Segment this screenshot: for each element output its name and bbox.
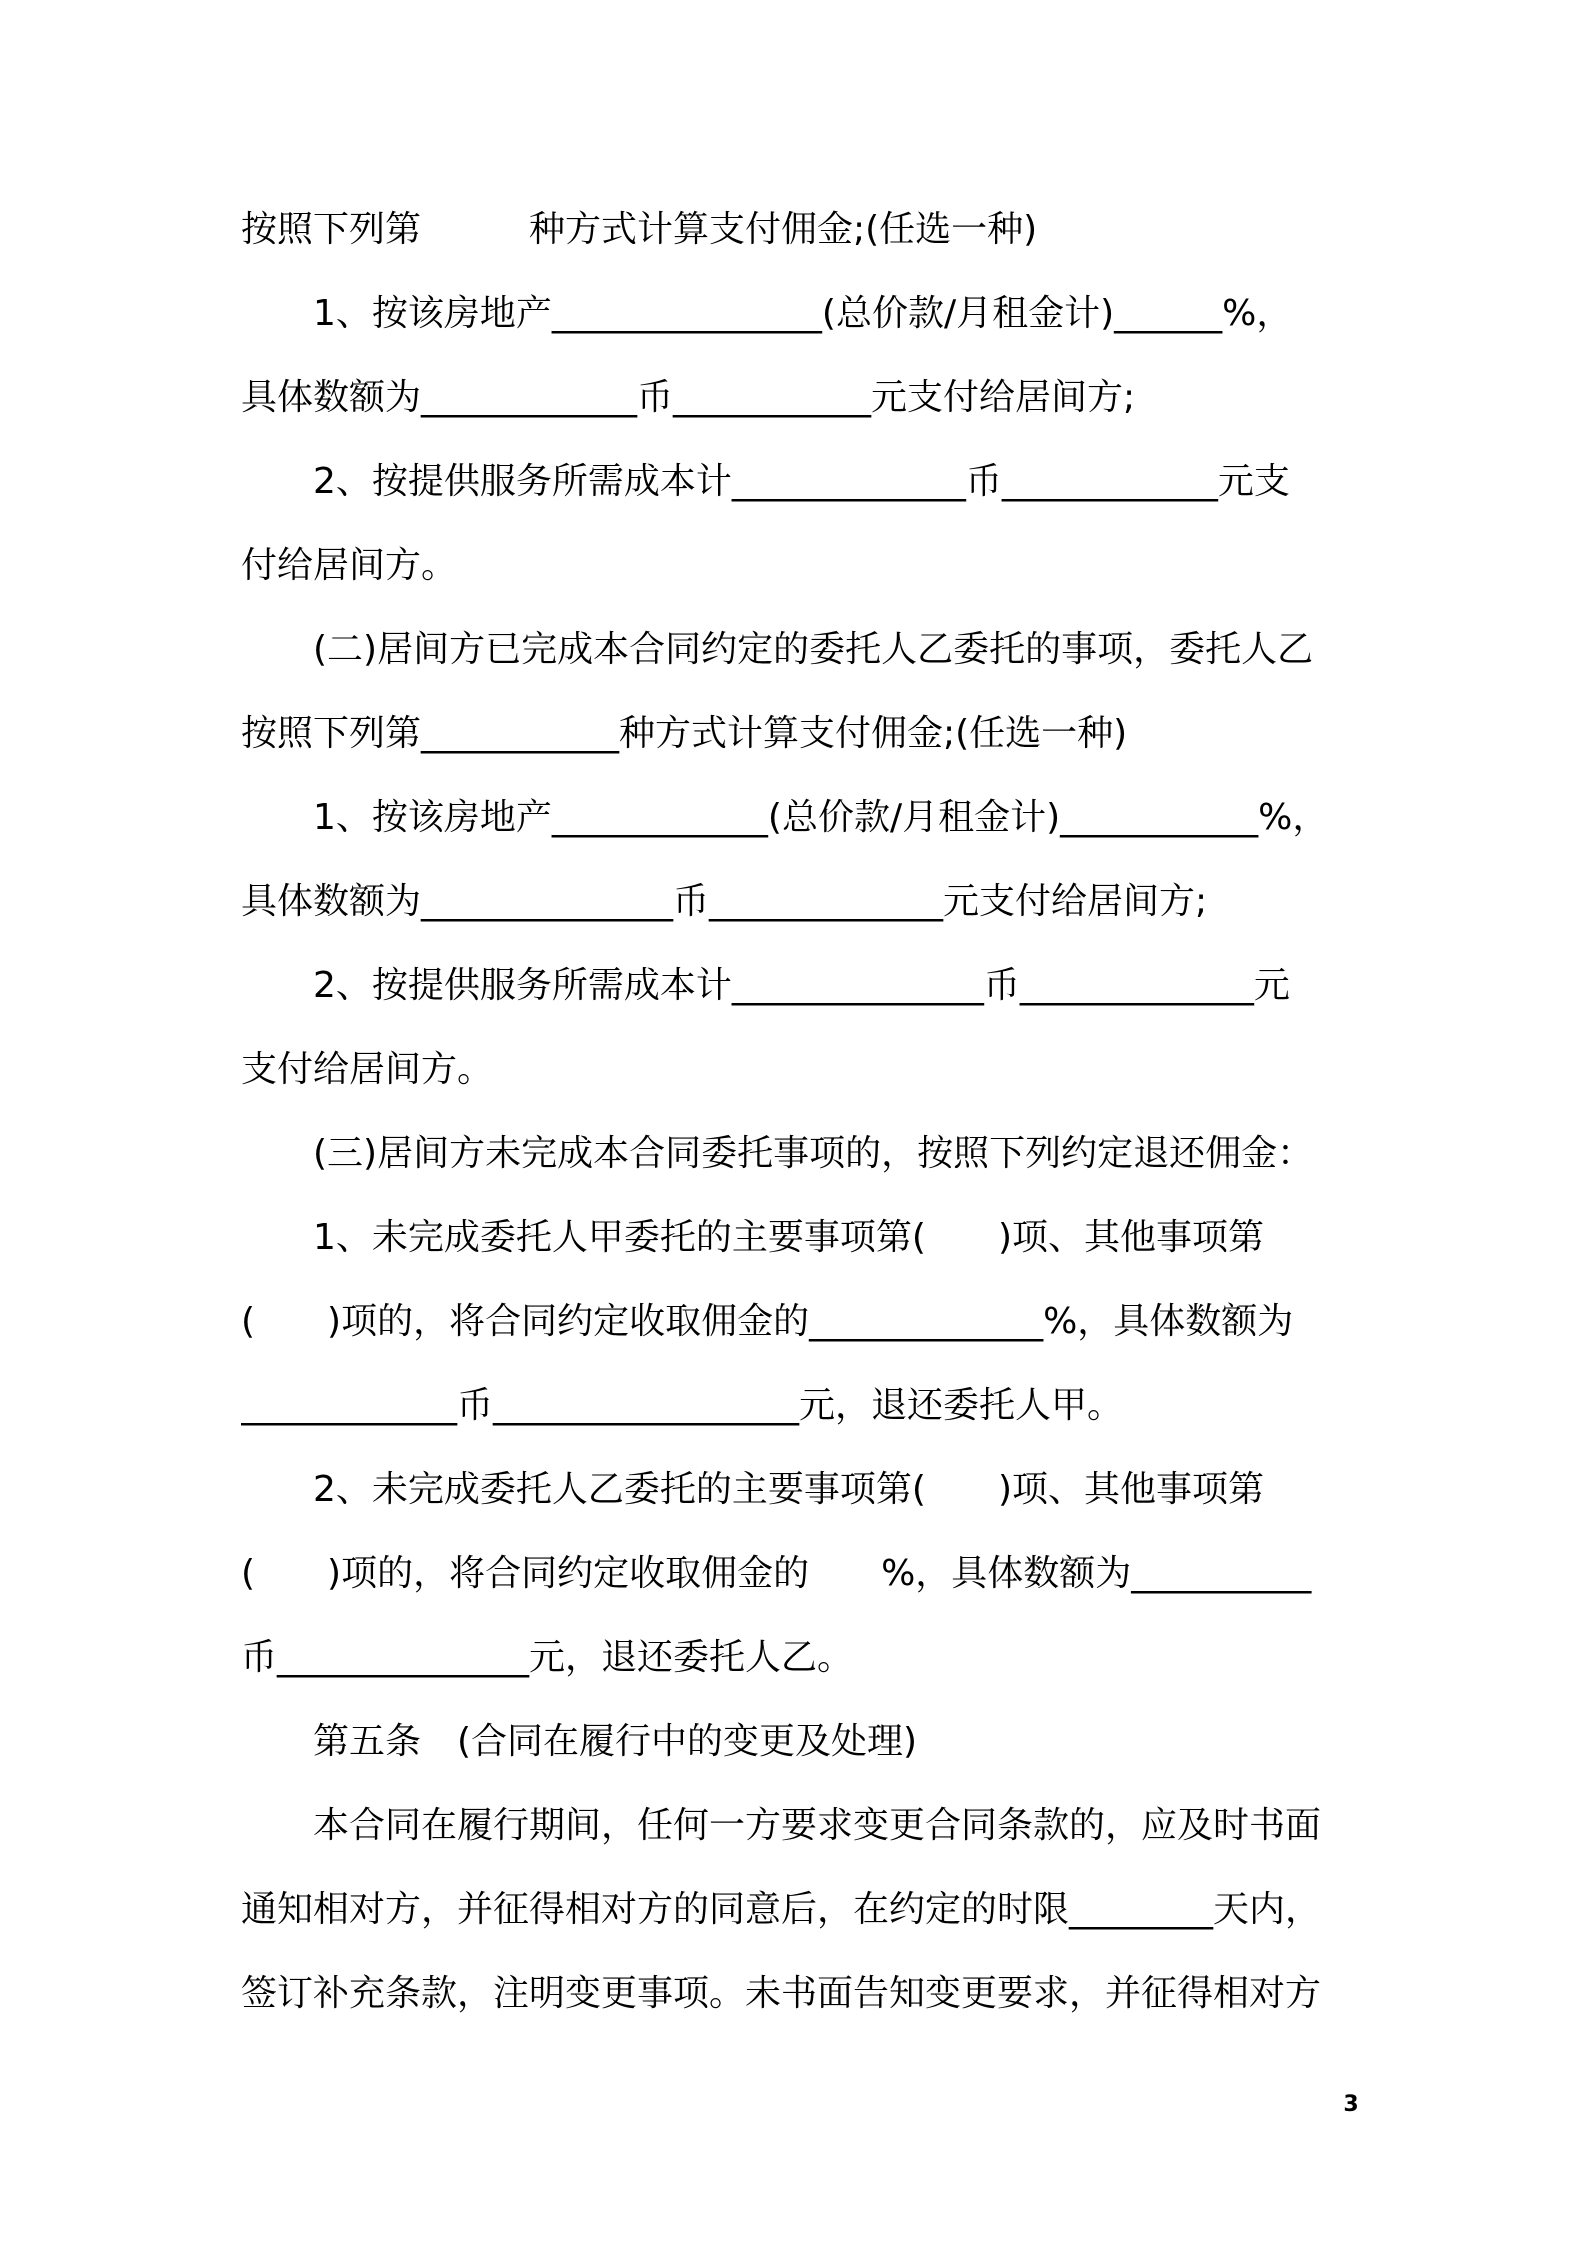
text-line: 签订补充条款，注明变更事项。未书面告知变更要求，并征得相对方 bbox=[241, 1973, 1322, 2014]
section-heading: 第五条 (合同在履行中的变更及处理) bbox=[241, 1721, 918, 1762]
text-line: 按照下列第 种方式计算支付佣金;(任选一种) bbox=[241, 209, 1038, 250]
text-line: 具体数额为____________币___________元支付给居间方; bbox=[241, 377, 1136, 418]
text-line: (三)居间方未完成本合同委托事项的，按照下列约定退还佣金： bbox=[241, 1133, 1314, 1174]
text-line: (二)居间方已完成本合同约定的委托人乙委托的事项，委托人乙 bbox=[241, 629, 1314, 670]
page-number: 3 bbox=[1343, 2092, 1359, 2117]
text-line: 支付给居间方。 bbox=[241, 1049, 494, 1090]
text-line: 1、按该房地产____________(总价款/月租金计)___________%， bbox=[241, 797, 1329, 838]
text-line: 具体数额为______________币_____________元支付给居间方; bbox=[241, 881, 1208, 922]
text-line: ( )项的，将合同约定收取佣金的_____________%，具体数额为 bbox=[241, 1301, 1294, 1342]
text-line: 2、按提供服务所需成本计______________币_____________元 bbox=[241, 965, 1290, 1006]
text-line: 1、未完成委托人甲委托的主要事项第( )项、其他事项第 bbox=[241, 1217, 1264, 1258]
text-line: 付给居间方。 bbox=[241, 545, 458, 586]
text-line: 2、按提供服务所需成本计_____________币____________元支 bbox=[241, 461, 1290, 502]
text-line: ( )项的，将合同约定收取佣金的 %，具体数额为__________ bbox=[241, 1553, 1312, 1594]
text-line: 通知相对方，并征得相对方的同意后，在约定的时限________天内， bbox=[241, 1889, 1322, 1930]
text-line: 按照下列第___________种方式计算支付佣金;(任选一种) bbox=[241, 713, 1128, 754]
text-line: ____________币_________________元，退还委托人甲。 bbox=[241, 1385, 1124, 1426]
text-line: 本合同在履行期间，任何一方要求变更合同条款的，应及时书面 bbox=[241, 1805, 1322, 1846]
text-line: 1、按该房地产_______________(总价款/月租金计)______%， bbox=[241, 293, 1293, 334]
text-line: 2、未完成委托人乙委托的主要事项第( )项、其他事项第 bbox=[241, 1469, 1264, 1510]
text-line: 币______________元，退还委托人乙。 bbox=[241, 1637, 854, 1678]
